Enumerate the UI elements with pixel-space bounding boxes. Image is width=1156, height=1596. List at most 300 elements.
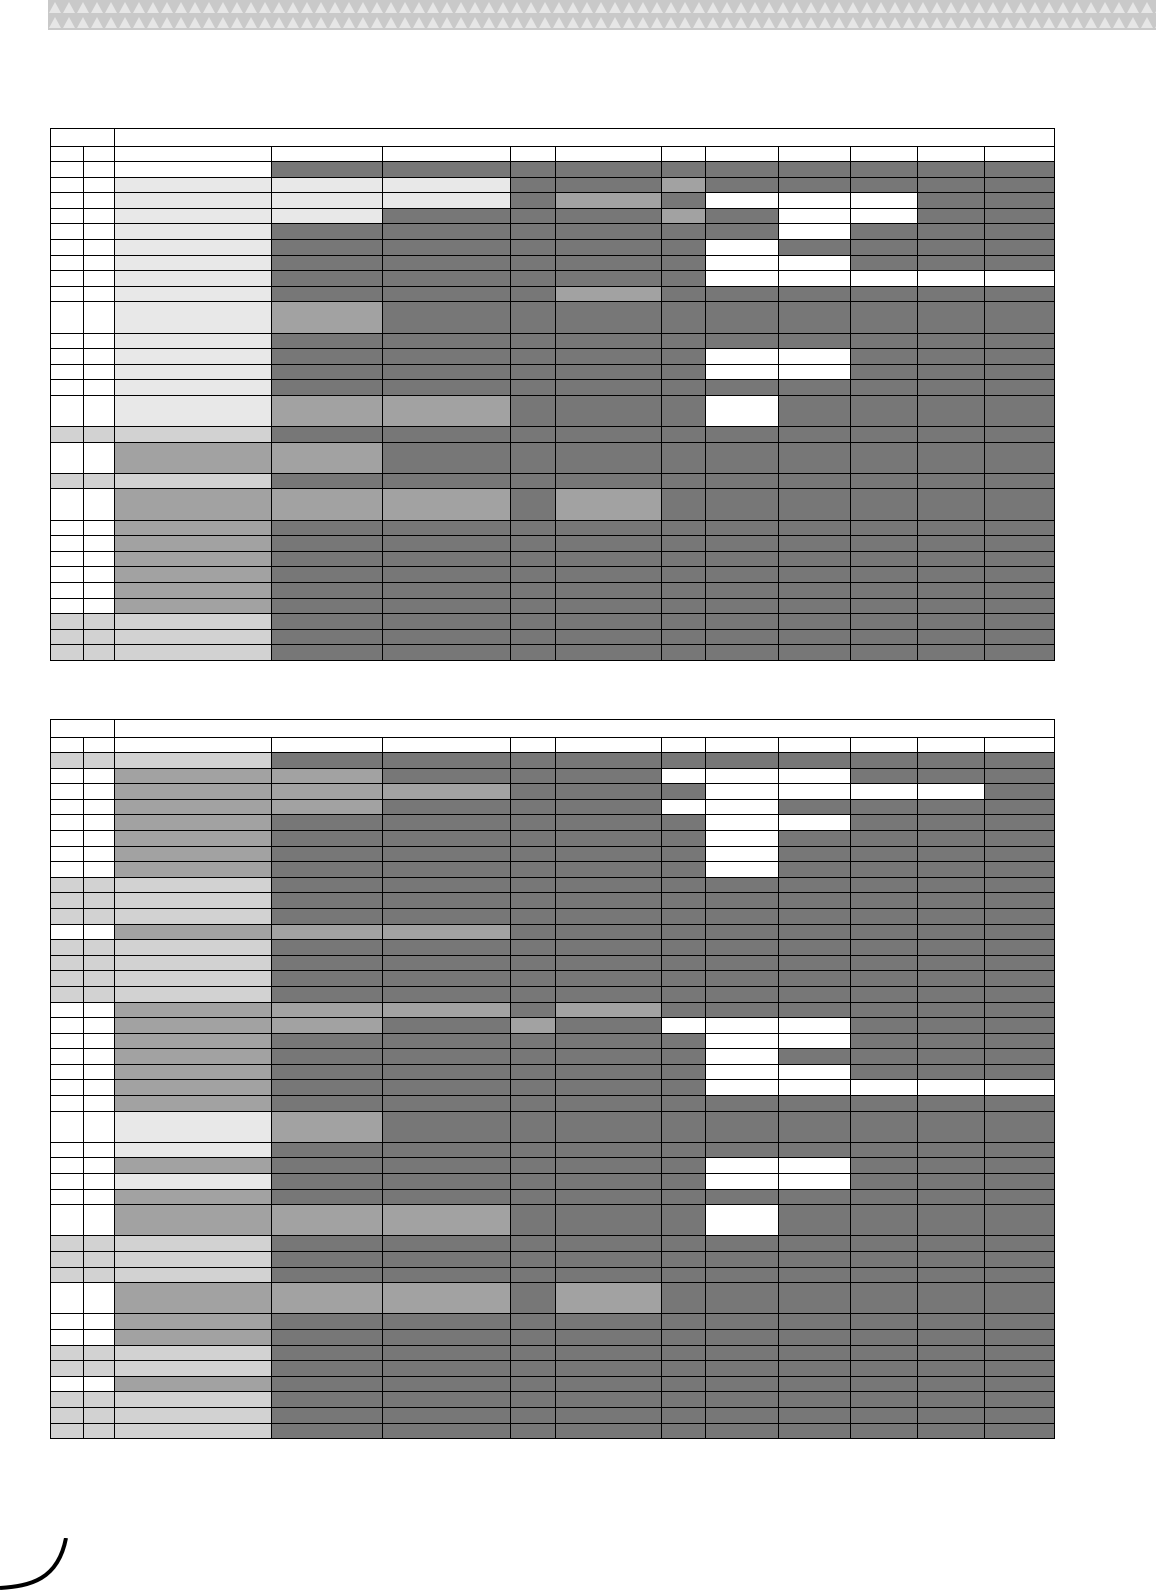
- grid-cell: [383, 349, 511, 365]
- table-row: [51, 986, 1055, 1002]
- table-row: [51, 908, 1055, 924]
- grid-cell: [662, 239, 706, 255]
- grid-cell: [511, 598, 556, 614]
- grid-cell: [51, 1080, 84, 1096]
- table-row: [51, 1158, 1055, 1174]
- grid-cell: [51, 1174, 84, 1190]
- grid-cell: [556, 1361, 662, 1377]
- grid-cell: [511, 830, 556, 846]
- grid-cell: [662, 830, 706, 846]
- grid-cell: [662, 395, 706, 426]
- grid-cell: [556, 753, 662, 769]
- grid-cell: [383, 520, 511, 536]
- grid-cell: [779, 473, 851, 489]
- grid-cell: [556, 908, 662, 924]
- grid-cell: [556, 1407, 662, 1423]
- grid-cell: [84, 286, 115, 302]
- grid-cell: [985, 1002, 1055, 1018]
- grid-cell: [511, 567, 556, 583]
- grid-cell: [851, 302, 918, 333]
- grid-cell: [115, 877, 272, 893]
- grid-cell: [51, 224, 84, 240]
- grid-cell: [556, 286, 662, 302]
- grid-cell: [706, 908, 779, 924]
- grid-cell: [115, 1407, 272, 1423]
- grid-cell: [706, 1423, 779, 1439]
- grid-cell: [115, 1329, 272, 1345]
- grid-cell: [662, 629, 706, 645]
- grid-cell: [556, 1314, 662, 1330]
- grid-cell: [706, 302, 779, 333]
- grid-cell: [662, 645, 706, 661]
- grid-cell: [272, 862, 383, 878]
- grid-cell: [51, 551, 84, 567]
- table-row: [51, 768, 1055, 784]
- grid-cell: [51, 784, 84, 800]
- page-corner-swoosh: [0, 1538, 80, 1596]
- grid-cell: [115, 1096, 272, 1112]
- grid-cell: [556, 955, 662, 971]
- grid-cell: [84, 380, 115, 396]
- grid-cell: [851, 908, 918, 924]
- grid-cell: [706, 893, 779, 909]
- grid-cell: [706, 255, 779, 271]
- grid-cell: [115, 1314, 272, 1330]
- grid-cell: [51, 364, 84, 380]
- grid-cell: [556, 536, 662, 552]
- grid-cell: [985, 893, 1055, 909]
- grid-cell: [662, 271, 706, 287]
- grid-cell: [662, 255, 706, 271]
- grid-cell: [779, 1376, 851, 1392]
- grid-cell: [556, 784, 662, 800]
- grid-cell: [51, 1361, 84, 1377]
- grid-cell: [985, 551, 1055, 567]
- table-row: [51, 567, 1055, 583]
- header-cell-right: [115, 720, 1055, 738]
- grid-cell: [556, 333, 662, 349]
- grid-cell: [84, 224, 115, 240]
- grid-cell: [511, 1407, 556, 1423]
- grid-cell: [383, 1064, 511, 1080]
- grid-cell: [383, 830, 511, 846]
- grid-cell: [84, 955, 115, 971]
- table-row: [51, 1111, 1055, 1142]
- grid-cell: [779, 1236, 851, 1252]
- grid-cell: [556, 193, 662, 209]
- grid-cell: [51, 877, 84, 893]
- grid-cell: [383, 255, 511, 271]
- table-row: [51, 598, 1055, 614]
- grid-cell: [383, 645, 511, 661]
- grid-cell: [383, 1002, 511, 1018]
- grid-cell: [662, 1267, 706, 1283]
- grid-cell: [51, 1002, 84, 1018]
- grid-cell: [272, 645, 383, 661]
- grid-cell: [84, 333, 115, 349]
- grid-cell: [383, 442, 511, 473]
- grid-cell: [662, 224, 706, 240]
- grid-cell: [51, 846, 84, 862]
- grid-cell: [985, 614, 1055, 630]
- grid-cell: [706, 1080, 779, 1096]
- grid-cell: [556, 224, 662, 240]
- grid-cell: [511, 1189, 556, 1205]
- grid-cell: [918, 629, 985, 645]
- grid-cell: [985, 427, 1055, 443]
- grid-cell: [706, 349, 779, 365]
- grid-cell: [662, 442, 706, 473]
- grid-cell: [918, 208, 985, 224]
- grid-cell: [511, 208, 556, 224]
- grid-cell: [51, 1189, 84, 1205]
- grid-cell: [556, 1205, 662, 1236]
- grid-cell: [779, 1189, 851, 1205]
- grid-cell: [779, 645, 851, 661]
- grid-cell: [383, 1407, 511, 1423]
- grid-cell: [272, 395, 383, 426]
- grid-cell: [84, 629, 115, 645]
- grid-cell: [272, 1376, 383, 1392]
- grid-cell: [851, 224, 918, 240]
- grid-cell: [779, 830, 851, 846]
- grid-cell: [272, 1314, 383, 1330]
- grid-cell: [779, 846, 851, 862]
- grid-cell: [851, 830, 918, 846]
- grid-cell: [383, 1080, 511, 1096]
- grid-cell: [851, 862, 918, 878]
- grid-cell: [706, 208, 779, 224]
- grid-cell: [115, 1064, 272, 1080]
- grid-cell: [383, 302, 511, 333]
- grid-cell: [84, 1252, 115, 1268]
- grid-cell: [851, 239, 918, 255]
- grid-cell: [51, 333, 84, 349]
- grid-cell: [662, 1142, 706, 1158]
- grid-cell: [851, 1361, 918, 1377]
- grid-cell: [511, 1111, 556, 1142]
- table-row: [51, 380, 1055, 396]
- grid-cell: [985, 395, 1055, 426]
- grid-cell: [115, 1174, 272, 1190]
- table-row: [51, 255, 1055, 271]
- grid-cell: [779, 364, 851, 380]
- grid-cell: [84, 349, 115, 365]
- grid-cell: [115, 753, 272, 769]
- grid-cell: [779, 583, 851, 599]
- grid-cell: [779, 536, 851, 552]
- grid-cell: [511, 1314, 556, 1330]
- grid-cell: [918, 1064, 985, 1080]
- grid-cell: [511, 193, 556, 209]
- grid-cell: [383, 583, 511, 599]
- grid-cell: [115, 846, 272, 862]
- table-row: [51, 1205, 1055, 1236]
- grid-cell: [556, 1096, 662, 1112]
- table-row: [51, 629, 1055, 645]
- grid-cell: [706, 1189, 779, 1205]
- table-row: [51, 815, 1055, 831]
- table-row: [51, 893, 1055, 909]
- grid-cell: [918, 536, 985, 552]
- grid-cell: [779, 877, 851, 893]
- grid-cell: [985, 598, 1055, 614]
- grid-cell: [383, 1033, 511, 1049]
- grid-cell: [383, 364, 511, 380]
- grid-cell: [84, 598, 115, 614]
- grid-cell: [706, 567, 779, 583]
- grid-cell: [383, 614, 511, 630]
- grid-cell: [706, 395, 779, 426]
- grid-cell: [851, 877, 918, 893]
- grid-cell: [918, 1033, 985, 1049]
- grid-cell: [51, 1236, 84, 1252]
- grid-cell: [918, 784, 985, 800]
- grid-cell: [918, 1142, 985, 1158]
- table-row: [51, 224, 1055, 240]
- grid-cell: [779, 986, 851, 1002]
- grid-cell: [779, 955, 851, 971]
- grid-cell: [511, 1283, 556, 1314]
- grid-cell: [84, 1142, 115, 1158]
- grid-cell: [84, 1205, 115, 1236]
- grid-cell: [779, 1158, 851, 1174]
- grid-cell: [383, 286, 511, 302]
- grid-cell: [272, 333, 383, 349]
- grid-cell: [272, 1189, 383, 1205]
- grid-cell: [662, 1314, 706, 1330]
- grid-cell: [84, 239, 115, 255]
- grid-cell: [511, 971, 556, 987]
- grid-cell: [115, 364, 272, 380]
- table-row: [51, 193, 1055, 209]
- grid-cell: [851, 442, 918, 473]
- grid-cell: [556, 551, 662, 567]
- grid-cell: [706, 1236, 779, 1252]
- grid-cell: [511, 427, 556, 443]
- grid-cell: [662, 924, 706, 940]
- grid-cell: [662, 1283, 706, 1314]
- grid-cell: [511, 1002, 556, 1018]
- grid-cell: [918, 815, 985, 831]
- table-row: [51, 877, 1055, 893]
- grid-cell: [918, 583, 985, 599]
- grid-cell: [115, 224, 272, 240]
- table-row: [51, 846, 1055, 862]
- grid-cell: [511, 753, 556, 769]
- grid-cell: [556, 1064, 662, 1080]
- grid-cell: [918, 799, 985, 815]
- grid-cell: [84, 1080, 115, 1096]
- grid-cell: [779, 286, 851, 302]
- grid-cell: [779, 177, 851, 193]
- grid-cell: [511, 1033, 556, 1049]
- grid-cell: [985, 924, 1055, 940]
- grid-cell: [272, 1033, 383, 1049]
- table-row: [51, 208, 1055, 224]
- grid-cell: [272, 551, 383, 567]
- grid-cell: [556, 583, 662, 599]
- grid-cell: [556, 567, 662, 583]
- grid-cell: [84, 489, 115, 520]
- grid-cell: [51, 302, 84, 333]
- header-row-1: [51, 720, 1055, 738]
- grid-cell: [383, 908, 511, 924]
- grid-cell: [985, 473, 1055, 489]
- grid-cell: [383, 862, 511, 878]
- grid-cell: [115, 1189, 272, 1205]
- grid-cell: [851, 1018, 918, 1034]
- grid-cell: [272, 1111, 383, 1142]
- table-row: [51, 753, 1055, 769]
- grid-cell: [383, 551, 511, 567]
- grid-cell: [918, 427, 985, 443]
- grid-cell: [662, 784, 706, 800]
- grid-cell: [985, 1236, 1055, 1252]
- grid-cell: [851, 473, 918, 489]
- grid-cell: [985, 1205, 1055, 1236]
- grid-cell: [851, 427, 918, 443]
- header-cell-left: [51, 720, 115, 738]
- grid-cell: [272, 1174, 383, 1190]
- grid-cell: [272, 846, 383, 862]
- grid-cell: [556, 1236, 662, 1252]
- grid-cell: [662, 1423, 706, 1439]
- grid-cell: [918, 1329, 985, 1345]
- grid-cell: [706, 536, 779, 552]
- grid-cell: [272, 598, 383, 614]
- grid-cell: [84, 302, 115, 333]
- grid-cell: [115, 1111, 272, 1142]
- table-row: [51, 955, 1055, 971]
- grid-cell: [706, 1049, 779, 1065]
- grid-cell: [779, 1205, 851, 1236]
- grid-cell: [511, 815, 556, 831]
- grid-cell: [706, 629, 779, 645]
- grid-cell: [84, 208, 115, 224]
- grid-cell: [706, 862, 779, 878]
- grid-cell: [706, 1392, 779, 1408]
- grid-cell: [383, 799, 511, 815]
- grid-cell: [662, 1002, 706, 1018]
- grid-cell: [851, 583, 918, 599]
- grid-cell: [511, 799, 556, 815]
- grid-cell: [918, 877, 985, 893]
- grid-cell: [851, 846, 918, 862]
- grid-cell: [779, 427, 851, 443]
- grid-cell: [706, 271, 779, 287]
- grid-cell: [918, 893, 985, 909]
- grid-cell: [556, 364, 662, 380]
- grid-cell: [383, 427, 511, 443]
- grid-cell: [918, 364, 985, 380]
- grid-cell: [511, 986, 556, 1002]
- grid-cell: [662, 1049, 706, 1065]
- grid-cell: [383, 815, 511, 831]
- grid-cell: [851, 1064, 918, 1080]
- grid-cell: [556, 1158, 662, 1174]
- grid-cell: [918, 551, 985, 567]
- grid-cell: [851, 395, 918, 426]
- grid-cell: [84, 971, 115, 987]
- grid-cell: [84, 536, 115, 552]
- grid-cell: [84, 442, 115, 473]
- grid-cell: [84, 1018, 115, 1034]
- grid-cell: [115, 1267, 272, 1283]
- grid-cell: [115, 1158, 272, 1174]
- grid-cell: [556, 489, 662, 520]
- grid-cell: [779, 1283, 851, 1314]
- grid-cell: [84, 567, 115, 583]
- grid-cell: [556, 1189, 662, 1205]
- grid-cell: [851, 1189, 918, 1205]
- table-row: [51, 862, 1055, 878]
- grid-cell: [511, 629, 556, 645]
- grid-cell: [511, 1096, 556, 1112]
- grid-cell: [851, 753, 918, 769]
- grid-cell: [918, 753, 985, 769]
- grid-cell: [851, 1345, 918, 1361]
- table-row: [51, 583, 1055, 599]
- grid-cell: [84, 1236, 115, 1252]
- grid-cell: [556, 208, 662, 224]
- grid-cell: [706, 427, 779, 443]
- grid-cell: [272, 1049, 383, 1065]
- grid-cell: [51, 427, 84, 443]
- grid-cell: [985, 380, 1055, 396]
- grid-cell: [918, 489, 985, 520]
- grid-cell: [84, 177, 115, 193]
- grid-cell: [918, 986, 985, 1002]
- grid-cell: [706, 955, 779, 971]
- table-row: [51, 1096, 1055, 1112]
- grid-cell: [918, 333, 985, 349]
- grid-cell: [511, 473, 556, 489]
- grid-cell: [511, 489, 556, 520]
- grid-cell: [383, 1189, 511, 1205]
- grid-cell: [84, 473, 115, 489]
- grid-cell: [511, 862, 556, 878]
- grid-cell: [706, 1252, 779, 1268]
- grid-cell: [383, 1267, 511, 1283]
- grid-cell: [706, 1407, 779, 1423]
- grid-cell: [511, 177, 556, 193]
- grid-cell: [383, 162, 511, 178]
- grid-cell: [272, 1018, 383, 1034]
- grid-cell: [779, 271, 851, 287]
- grid-cell: [511, 1392, 556, 1408]
- grid-cell: [918, 177, 985, 193]
- grid-cell: [511, 1236, 556, 1252]
- grid-cell: [272, 799, 383, 815]
- grid-cell: [779, 255, 851, 271]
- grid-cell: [706, 473, 779, 489]
- column-header-row: [51, 738, 1055, 753]
- grid-cell: [115, 302, 272, 333]
- grid-cell: [556, 645, 662, 661]
- table-row: [51, 1080, 1055, 1096]
- grid-cell: [511, 924, 556, 940]
- grid-cell: [851, 971, 918, 987]
- grid-cell: [84, 1189, 115, 1205]
- grid-cell: [84, 1158, 115, 1174]
- grid-cell: [115, 333, 272, 349]
- grid-cell: [918, 567, 985, 583]
- grid-cell: [383, 193, 511, 209]
- grid-cell: [662, 768, 706, 784]
- grid-cell: [918, 442, 985, 473]
- table-row: [51, 427, 1055, 443]
